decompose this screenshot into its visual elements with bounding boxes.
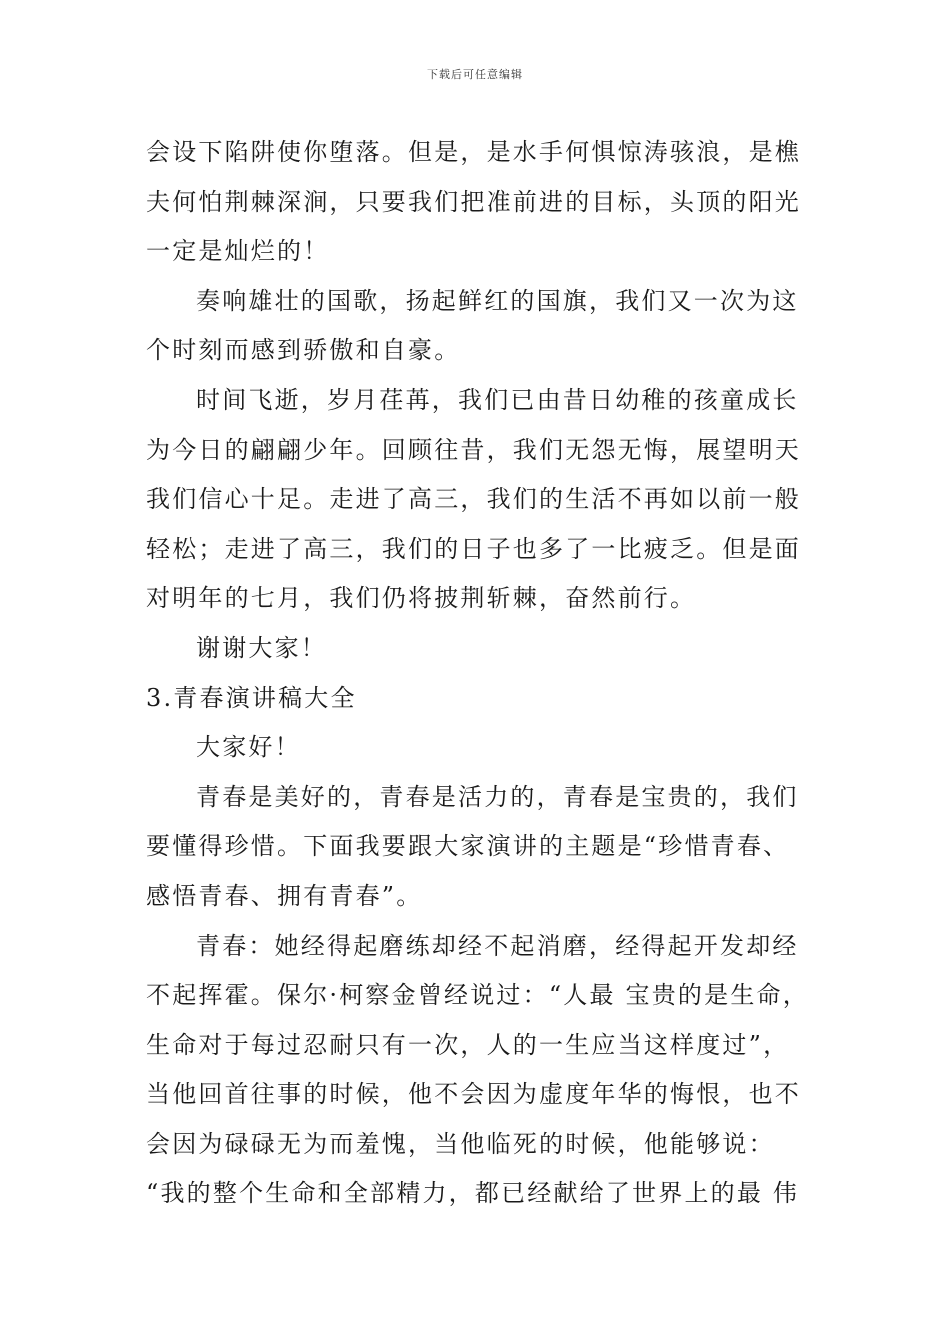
- text-line: 青春：她经得起磨练却经不起消磨，经得起开发却经: [196, 931, 799, 960]
- text-line: 青春是美好的，青春是活力的，青春是宝贵的，我们: [196, 782, 799, 811]
- text-line: 大家好！: [196, 733, 301, 762]
- text-line: 要懂得珍惜。下面我要跟大家演讲的主题是“珍惜青春、: [146, 832, 790, 861]
- text-line: 轻松；走进了高三，我们的日子也多了一比疲乏。但是面: [146, 534, 801, 563]
- text-line: 感悟青春、拥有青春”。: [146, 881, 423, 910]
- text-line: “我的整个生命和全部精力，都已经献给了世界上的最 伟: [146, 1179, 800, 1208]
- text-line: 我们信心十足。走进了高三，我们的生活不再如以前一般: [146, 485, 801, 514]
- page-header: 下载后可任意编辑: [427, 68, 523, 81]
- text-line: 会因为碌碌无为而羞愧，当他临死的时候，他能够说：: [146, 1129, 775, 1158]
- document-body: [146, 128, 836, 1219]
- text-line: 一定是灿烂的！: [146, 237, 330, 266]
- text-line: 会设下陷阱使你堕落。但是，是水手何惧惊涛骇浪，是樵: [146, 138, 801, 166]
- text-line: 当他回首往事的时候，他不会因为虚度年华的悔恨，也不: [146, 1080, 801, 1109]
- text-line: 不起挥霍。保尔·柯察金曾经说过：“人最 宝贵的是生命，: [146, 981, 809, 1010]
- text-line: 为今日的翩翩少年。回顾往昔，我们无怨无悔，展望明天: [146, 435, 801, 464]
- text-line: 3.青春演讲稿大全: [146, 683, 357, 712]
- text-line: 个时刻而感到骄傲和自豪。: [146, 336, 461, 365]
- text-line: 生命对于每过忍耐只有一次，人的一生应当这样度过”，: [146, 1030, 790, 1059]
- text-line: 时间飞逝，岁月荏苒，我们已由昔日幼稚的孩童成长: [196, 385, 799, 414]
- text-line: 夫何怕荆棘深涧，只要我们把准前进的目标，头顶的阳光: [146, 187, 801, 216]
- text-line: 对明年的七月，我们仍将披荆斩棘，奋然前行。: [146, 584, 697, 613]
- text-line: 谢谢大家！: [196, 633, 327, 662]
- text-line: 奏响雄壮的国歌，扬起鲜红的国旗，我们又一次为这: [196, 286, 799, 315]
